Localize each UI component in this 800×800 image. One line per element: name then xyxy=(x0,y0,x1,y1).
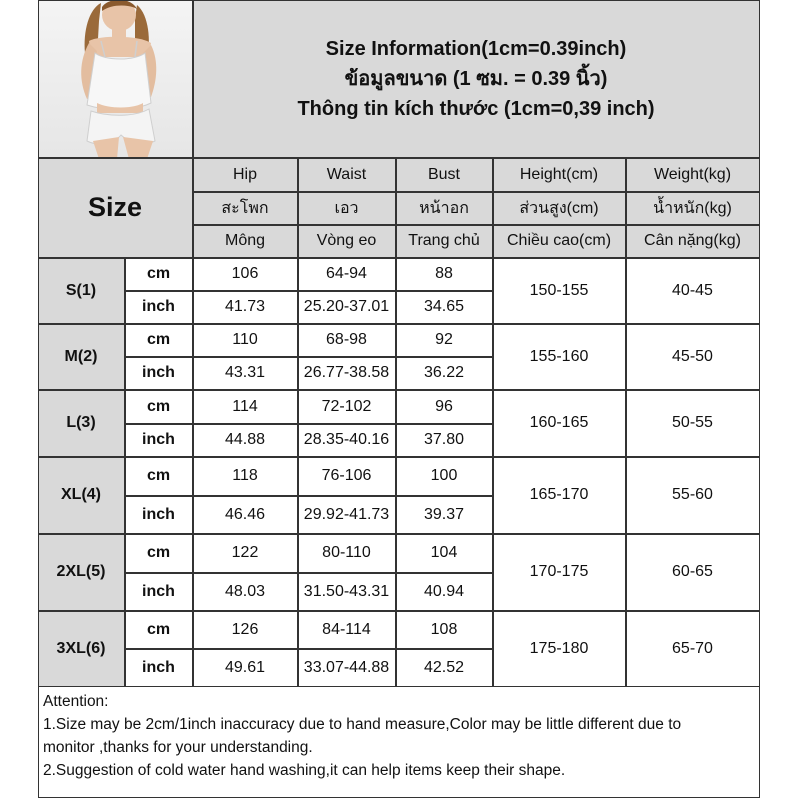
measure-cm-cell: 96 xyxy=(396,390,493,424)
size-name: 2XL(5) xyxy=(38,534,125,611)
measure-cm-cell: 108 xyxy=(396,611,493,649)
measure-inch-cell: 48.03 xyxy=(193,573,298,611)
unit-inch-label: inch xyxy=(125,357,193,390)
size-name: XL(4) xyxy=(38,457,125,534)
column-header-weight-th: น้ำหนัก(kg) xyxy=(626,192,760,225)
unit-cm-label: cm xyxy=(125,324,193,357)
height-cell: 170-175 xyxy=(493,534,626,611)
attention-heading: Attention: xyxy=(43,693,109,710)
column-header-bust-th: หน้าอก xyxy=(396,192,493,225)
measure-cm-cell: 84-114 xyxy=(298,611,396,649)
unit-cm-label: cm xyxy=(125,457,193,496)
measure-inch-cell: 37.80 xyxy=(396,424,493,457)
measure-cm-cell: 64-94 xyxy=(298,258,396,291)
column-header-height-vi: Chiều cao(cm) xyxy=(493,225,626,258)
column-header-waist-en: Waist xyxy=(298,158,396,192)
measure-cm-cell: 100 xyxy=(396,457,493,496)
measure-inch-cell: 25.20-37.01 xyxy=(298,291,396,324)
column-header-bust-en: Bust xyxy=(396,158,493,192)
weight-cell: 55-60 xyxy=(626,457,760,534)
measure-inch-cell: 41.73 xyxy=(193,291,298,324)
measure-inch-cell: 46.46 xyxy=(193,496,298,534)
unit-inch-label: inch xyxy=(125,291,193,324)
size-name: S(1) xyxy=(38,258,125,324)
title-vietnamese: Thông tin kích thước (1cm=0,39 inch) xyxy=(297,97,655,120)
height-cell: 160-165 xyxy=(493,390,626,457)
measure-inch-cell: 40.94 xyxy=(396,573,493,611)
weight-cell: 65-70 xyxy=(626,611,760,687)
measure-cm-cell: 92 xyxy=(396,324,493,357)
measure-inch-cell: 36.22 xyxy=(396,357,493,390)
column-header-hip-vi: Mông xyxy=(193,225,298,258)
column-header-height-th: ส่วนสูง(cm) xyxy=(493,192,626,225)
height-cell: 175-180 xyxy=(493,611,626,687)
measure-cm-cell: 106 xyxy=(193,258,298,291)
column-header-bust-vi: Trang chủ xyxy=(396,225,493,258)
measure-inch-cell: 44.88 xyxy=(193,424,298,457)
unit-inch-label: inch xyxy=(125,424,193,457)
attention-notes xyxy=(43,690,758,782)
measure-cm-cell: 76-106 xyxy=(298,457,396,496)
measure-cm-cell: 122 xyxy=(193,534,298,573)
measure-inch-cell: 28.35-40.16 xyxy=(298,424,396,457)
size-table xyxy=(38,0,760,687)
measure-inch-cell: 33.07-44.88 xyxy=(298,649,396,687)
weight-cell: 40-45 xyxy=(626,258,760,324)
unit-inch-label: inch xyxy=(125,649,193,687)
height-cell: 155-160 xyxy=(493,324,626,390)
measure-inch-cell: 34.65 xyxy=(396,291,493,324)
measure-inch-cell: 26.77-38.58 xyxy=(298,357,396,390)
size-header: Size xyxy=(38,158,193,258)
measure-inch-cell: 42.52 xyxy=(396,649,493,687)
column-header-hip-en: Hip xyxy=(193,158,298,192)
column-header-height-en: Height(cm) xyxy=(493,158,626,192)
unit-cm-label: cm xyxy=(125,611,193,649)
measure-inch-cell: 39.37 xyxy=(396,496,493,534)
attention-line-3: 2.Suggestion of cold water hand washing,it can help items keep their shape. xyxy=(43,762,566,779)
weight-cell: 60-65 xyxy=(626,534,760,611)
height-cell: 150-155 xyxy=(493,258,626,324)
size-name: 3XL(6) xyxy=(38,611,125,687)
size-name: L(3) xyxy=(38,390,125,457)
unit-inch-label: inch xyxy=(125,573,193,611)
measure-cm-cell: 80-110 xyxy=(298,534,396,573)
measure-cm-cell: 110 xyxy=(193,324,298,357)
weight-cell: 45-50 xyxy=(626,324,760,390)
size-name: M(2) xyxy=(38,324,125,390)
measure-cm-cell: 126 xyxy=(193,611,298,649)
measure-cm-cell: 88 xyxy=(396,258,493,291)
attention-line-1: 1.Size may be 2cm/1inch inaccuracy due to hand measure,Color may be little different due to xyxy=(43,716,682,733)
measure-cm-cell: 68-98 xyxy=(298,324,396,357)
column-header-weight-vi: Cân nặng(kg) xyxy=(626,225,760,258)
column-header-weight-en: Weight(kg) xyxy=(626,158,760,192)
column-header-waist-vi: Vòng eo xyxy=(298,225,396,258)
height-cell: 165-170 xyxy=(493,457,626,534)
measure-cm-cell: 118 xyxy=(193,457,298,496)
title-block xyxy=(193,0,760,158)
unit-cm-label: cm xyxy=(125,258,193,291)
title-thai: ข้อมูลขนาด (1 ซม. = 0.39 นิ้ว) xyxy=(344,67,608,90)
measure-cm-cell: 114 xyxy=(193,390,298,424)
title-english: Size Information(1cm=0.39inch) xyxy=(325,37,627,60)
unit-cm-label: cm xyxy=(125,534,193,573)
weight-cell: 50-55 xyxy=(626,390,760,457)
column-header-hip-th: สะโพก xyxy=(193,192,298,225)
unit-cm-label: cm xyxy=(125,390,193,424)
measure-inch-cell: 31.50-43.31 xyxy=(298,573,396,611)
measure-cm-cell: 104 xyxy=(396,534,493,573)
unit-inch-label: inch xyxy=(125,496,193,534)
measure-inch-cell: 29.92-41.73 xyxy=(298,496,396,534)
attention-line-2: monitor ,thanks for your understanding. xyxy=(43,739,313,756)
measure-cm-cell: 72-102 xyxy=(298,390,396,424)
measure-inch-cell: 49.61 xyxy=(193,649,298,687)
measure-inch-cell: 43.31 xyxy=(193,357,298,390)
column-header-waist-th: เอว xyxy=(298,192,396,225)
